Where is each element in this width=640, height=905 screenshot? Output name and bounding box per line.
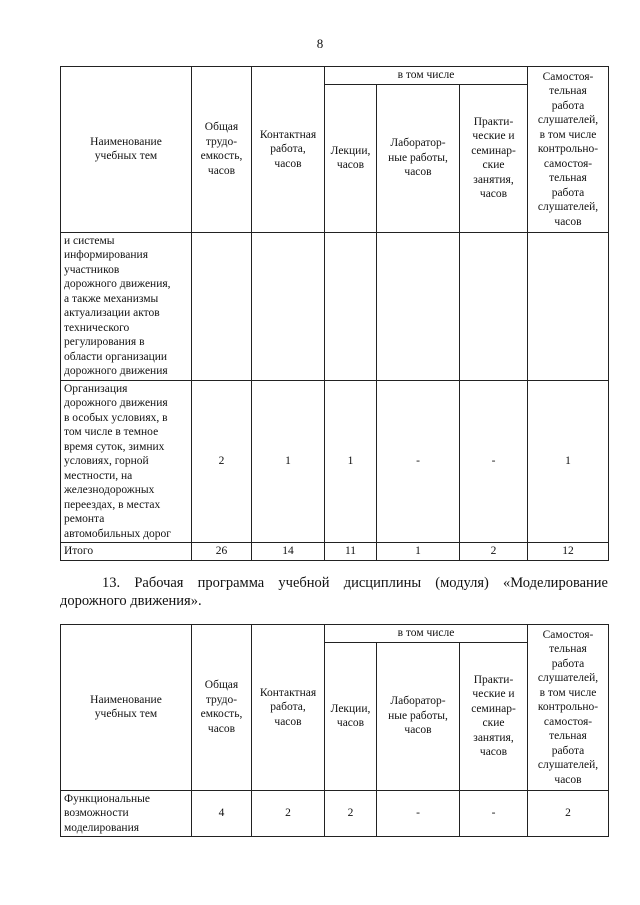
section-13-title <box>60 574 608 610</box>
study-topics-table-1 <box>60 66 609 561</box>
header-lab-hours: Лаборатор- ные работы, часов <box>377 84 460 232</box>
header-including: в том числе <box>325 67 528 85</box>
header-lecture-hours: Лекции, часов <box>325 642 377 790</box>
table-row <box>61 232 609 380</box>
contact-hours <box>252 232 325 380</box>
lab-hours: 1 <box>377 543 460 561</box>
page-number: 8 <box>316 36 324 51</box>
total-hours <box>192 232 252 380</box>
header-total-hours: Общая трудо- емкость, часов <box>192 67 252 233</box>
lab-hours: - <box>377 790 460 837</box>
total-hours: 26 <box>192 543 252 561</box>
topic-name: и системы информирования участников дорожного движения, а также механизмы актуализации актов технического регулирования в области организации дорожного движения <box>61 232 192 380</box>
study-topics-table-2 <box>60 624 609 837</box>
practice-hours: - <box>460 790 528 837</box>
section-13-title-line-1: 13. Рабочая программа учебной дисциплины (модуля) «Моделирование <box>102 575 608 591</box>
header-lecture-hours: Лекции, часов <box>325 84 377 232</box>
self-study-hours <box>528 232 609 380</box>
total-row-label: Итого <box>61 543 192 561</box>
header-practice-hours: Практи- ческие и семинар- ские занятия, часов <box>460 642 528 790</box>
header-contact-hours: Контактная работа, часов <box>252 67 325 233</box>
practice-hours <box>460 232 528 380</box>
lecture-hours: 11 <box>325 543 377 561</box>
header-topic-name: Наименование учебных тем <box>61 625 192 791</box>
lab-hours <box>377 232 460 380</box>
header-contact-hours: Контактная работа, часов <box>252 625 325 791</box>
header-self-study-hours: Самостоя- тельная работа слушателей, в том числе контрольно- самостоя- тельная работа слушателей, часов <box>528 67 609 233</box>
header-topic-name: Наименование учебных тем <box>61 67 192 233</box>
table-total-row <box>61 543 609 561</box>
total-hours: 2 <box>192 380 252 543</box>
contact-hours: 14 <box>252 543 325 561</box>
topic-name: Функциональные возможности моделирования <box>61 790 192 837</box>
practice-hours: 2 <box>460 543 528 561</box>
lab-hours: - <box>377 380 460 543</box>
lecture-hours: 1 <box>325 380 377 543</box>
header-including: в том числе <box>325 625 528 643</box>
section-13-title-line-2: дорожного движения». <box>60 593 202 609</box>
practice-hours: - <box>460 380 528 543</box>
table-row <box>61 380 609 543</box>
lecture-hours <box>325 232 377 380</box>
header-practice-hours: Практи- ческие и семинар- ские занятия, часов <box>460 84 528 232</box>
header-self-study-hours: Самостоя- тельная работа слушателей, в том числе контрольно- самостоя- тельная работа слушателей, часов <box>528 625 609 791</box>
self-study-hours: 2 <box>528 790 609 837</box>
header-lab-hours: Лаборатор- ные работы, часов <box>377 642 460 790</box>
lecture-hours: 2 <box>325 790 377 837</box>
self-study-hours: 1 <box>528 380 609 543</box>
contact-hours: 1 <box>252 380 325 543</box>
topic-name: Организация дорожного движения в особых условиях, в том числе в темное время суток, зимних условиях, горной местности, на железнодорожных переездах, в местах ремонта автомобильных дорог <box>61 380 192 543</box>
header-total-hours: Общая трудо- емкость, часов <box>192 625 252 791</box>
self-study-hours: 12 <box>528 543 609 561</box>
table-row <box>61 790 609 837</box>
contact-hours: 2 <box>252 790 325 837</box>
total-hours: 4 <box>192 790 252 837</box>
